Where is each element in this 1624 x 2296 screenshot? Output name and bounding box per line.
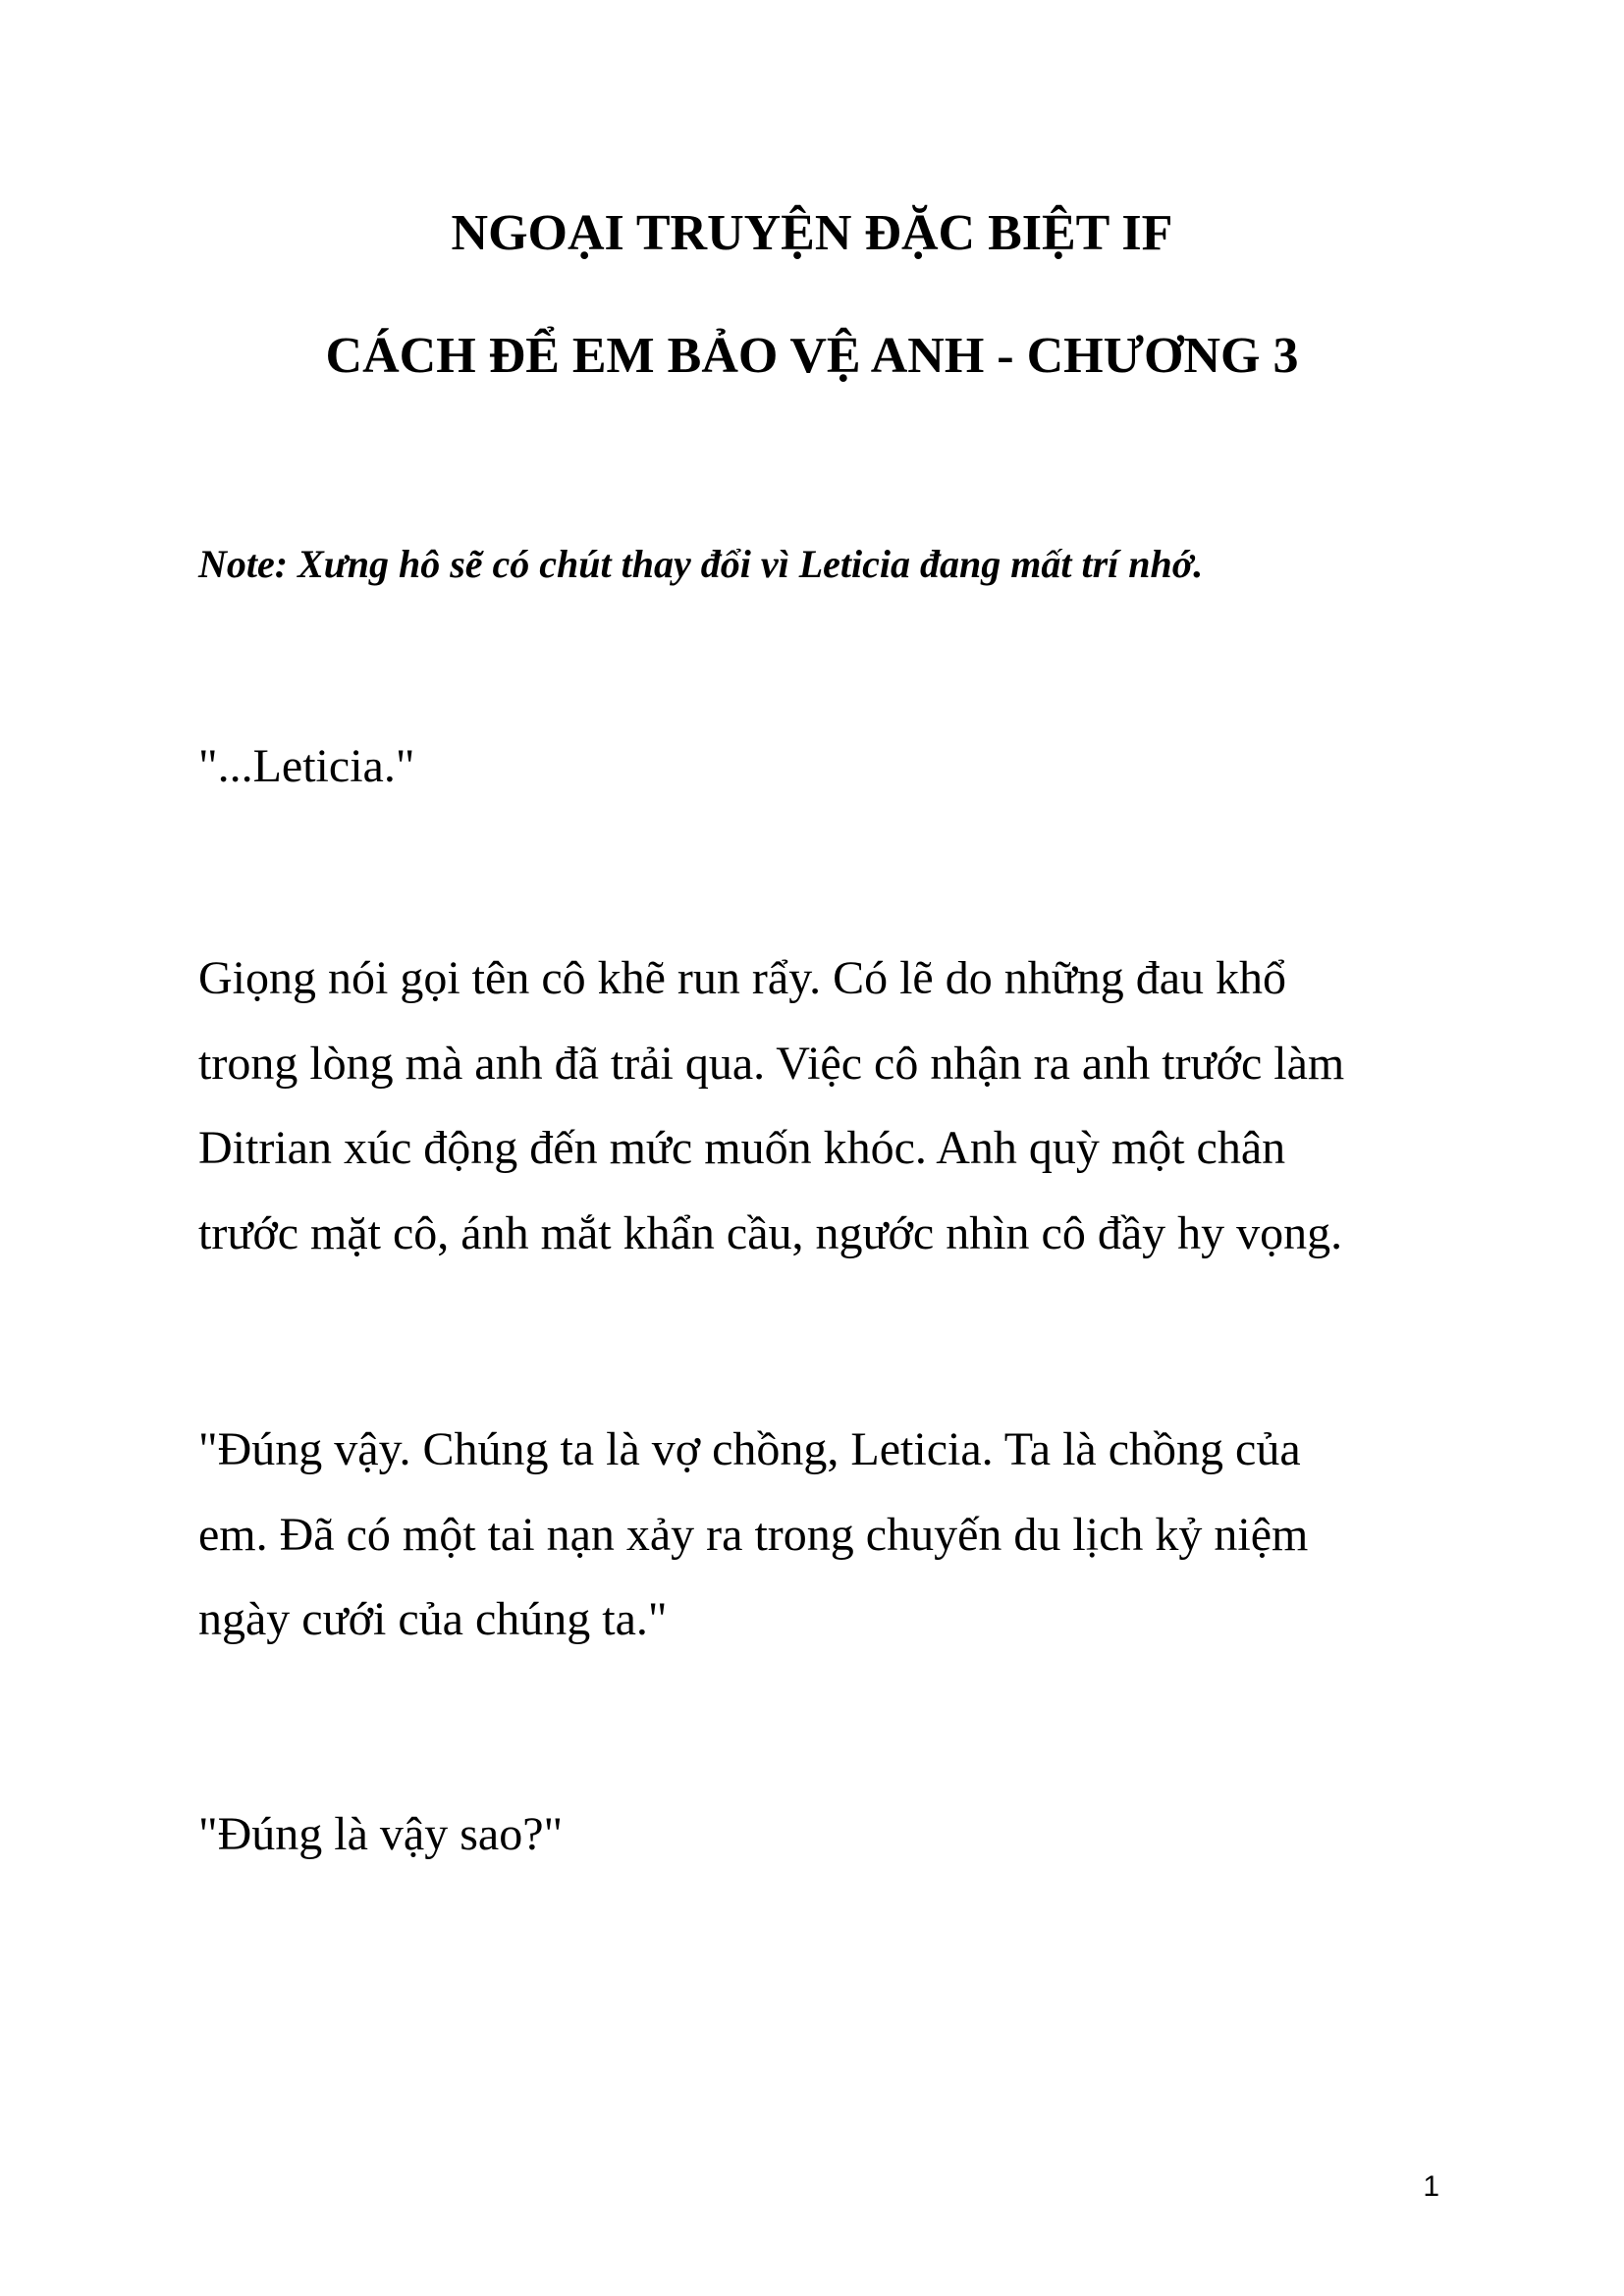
paragraph-line: em. Đã có một tai nạn xảy ra trong chuyến du lịch kỷ niệm — [198, 1508, 1309, 1561]
paragraph-line: ngày cưới của chúng ta." — [198, 1593, 668, 1645]
paragraph-line: "...Leticia." — [198, 740, 415, 792]
paragraph-line: "Đúng vậy. Chúng ta là vợ chồng, Leticia. Ta là chồng của — [198, 1423, 1301, 1475]
paragraph-4 — [198, 1792, 1445, 1878]
paragraph-3 — [198, 1408, 1445, 1663]
paragraph-line: Ditrian xúc động đến mức muốn khóc. Anh quỳ một chân — [198, 1122, 1286, 1174]
paragraph-line: trước mặt cô, ánh mắt khẩn cầu, ngước nhìn cô đầy hy vọng. — [198, 1206, 1343, 1259]
page-number: 1 — [1423, 2170, 1439, 2203]
paragraph-2 — [198, 936, 1445, 1276]
paragraph-1 — [198, 724, 1445, 810]
chapter-title-line-2: CÁCH ĐỂ EM BẢO VỆ ANH - CHƯƠNG 3 — [325, 328, 1299, 384]
paragraph-line: Giọng nói gọi tên cô khẽ run rẩy. Có lẽ do những đau khổ — [198, 952, 1287, 1004]
paragraph-line: "Đúng là vậy sao?" — [198, 1808, 564, 1860]
paragraph-line: trong lòng mà anh đã trải qua. Việc cô nhận ra anh trước làm — [198, 1037, 1345, 1090]
chapter-title-line-1: NGOẠI TRUYỆN ĐẶC BIỆT IF — [451, 205, 1173, 261]
translator-note: Note: Xưng hô sẽ có chút thay đổi vì Leticia đang mất trí nhớ. — [198, 542, 1204, 586]
